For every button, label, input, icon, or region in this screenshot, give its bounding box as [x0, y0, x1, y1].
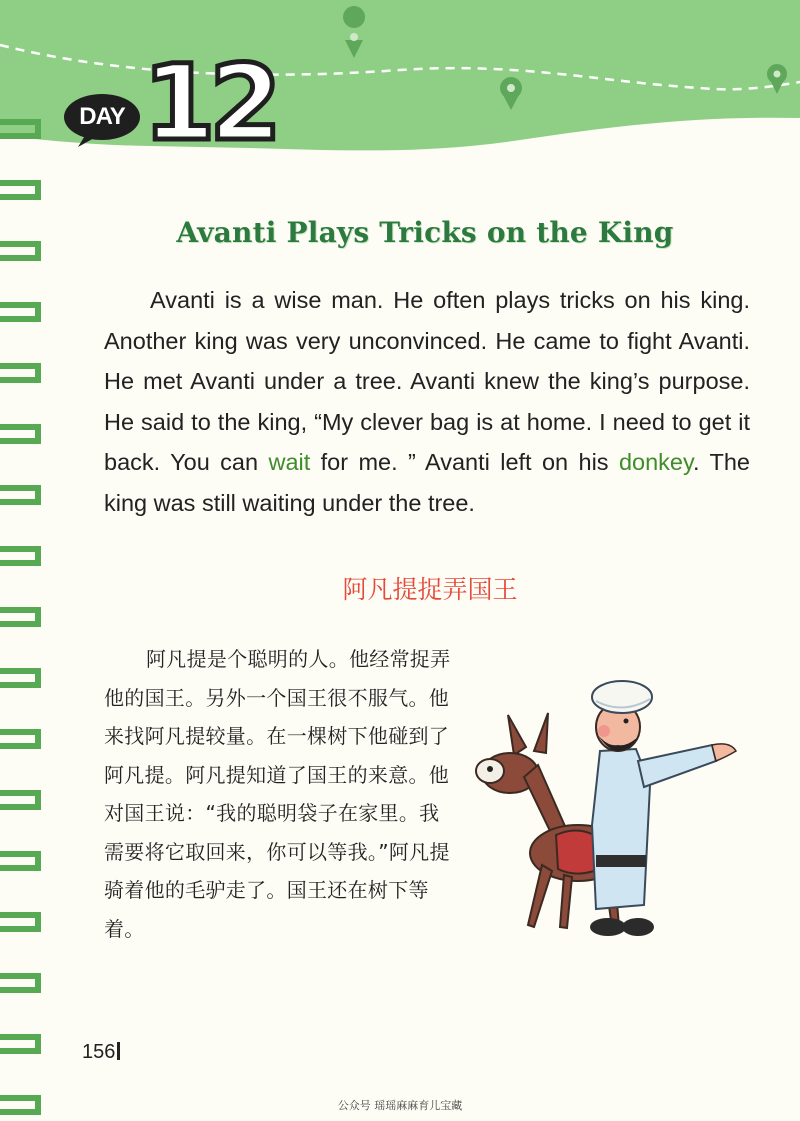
chinese-paragraph: 阿凡提是个聪明的人。他经常捉弄他的国王。另外一个国王很不服气。他来找阿凡提较量。在一棵树下他碰到了阿凡提。阿凡提知道了国王的来意。他对国王说：“我的聪明袋子在家里。我需要将它取回来，你可以等我。”阿凡提骑着他的毛驴走了。国王还在树下等着。 [104, 647, 451, 941]
story-title: Avanti Plays Tricks on the King [176, 216, 674, 249]
avanti-donkey-illustration [468, 665, 748, 955]
page-number-bar [117, 1042, 120, 1060]
watermark: 公众号 瑶瑶麻麻育儿宝藏 [337, 1099, 463, 1112]
header-band [0, 0, 800, 180]
page-number [82, 1038, 120, 1066]
day-label: DAY [79, 103, 125, 130]
keyword-donkey: donkey [618, 449, 693, 476]
chinese-title: 阿凡提捉弄国王 [342, 575, 518, 604]
page-number-text: 156 [82, 1041, 116, 1063]
spiral-binding [0, 110, 60, 1121]
english-text-part: . The king was still waiting under the tree. [104, 449, 750, 516]
english-text-part: for me. ” Avanti left on his [310, 449, 619, 476]
english-text-part: Avanti is a wise man. He often plays tricks on his king. Another king was very unconvinced. He came to fight Avanti. He met Avanti under a tree. Avanti knew the king’s purpose. He said to the king, “My clever bag is at home. I need to get it back. You can [104, 287, 750, 476]
day-badge [62, 92, 142, 148]
day-number: 12 [143, 42, 276, 164]
keyword-wait: wait [268, 449, 311, 476]
english-paragraph [104, 280, 750, 524]
